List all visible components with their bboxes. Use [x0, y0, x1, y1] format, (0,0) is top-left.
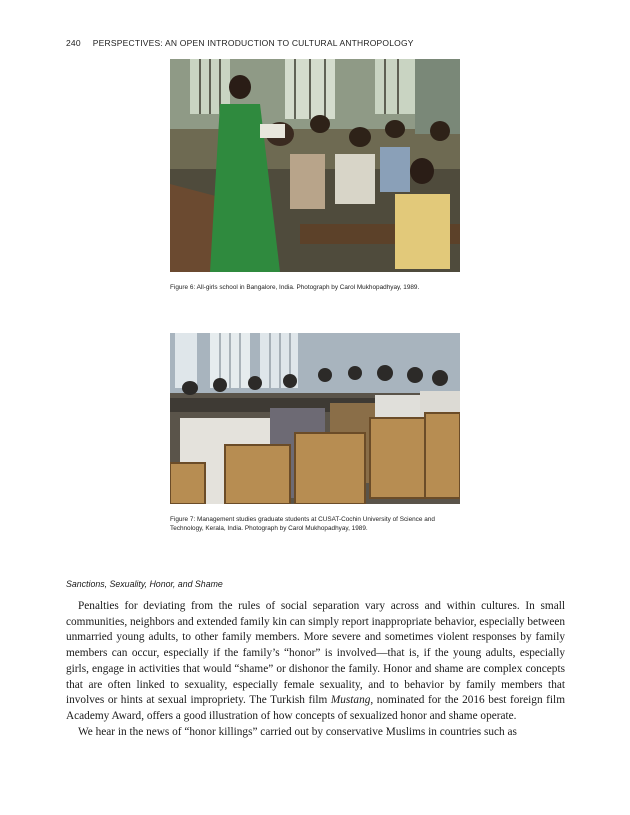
figure-6-caption: Figure 6: All-girls school in Bangalore, India. Photograph by Carol Mukhopadhyay, 1989. — [170, 284, 420, 291]
paragraph-1-part-a: Penalties for deviating from the rules of social separation vary across and within cultures. In small communities, neighbors and extended family kin can simply report inappropriate behavior, especially between unmarried young adults, to other family members. More severe and sometimes violent responses by family members can occur, especially if the family’s “honor” is involved—that is, if the young adults, especially girls, engage in activities that would “shame” or dishonor the family. Honor and shame are complex concepts that are often linked to sexuality, especially female sexuality, and to behavior by family members that involves or hints at sexual impropriety. The Turkish film — [66, 600, 565, 707]
film-title: Mustang — [330, 694, 371, 707]
figure-6-photo — [170, 59, 460, 272]
paragraph-1 — [66, 599, 565, 725]
running-header — [66, 38, 414, 48]
paragraph-2: We hear in the news of “honor killings” carried out by conservative Muslims in countries such as — [78, 725, 517, 738]
body-text — [66, 599, 565, 740]
figure-7-caption: Figure 7: Management studies graduate students at CUSAT-Cochin University of Science and Technology, Kerala, India. Photograph by Carol Mukhopadhyay, 1989. — [170, 516, 435, 533]
page-number: 240 — [66, 38, 81, 48]
paragraph-1-part-b: , nominated for the 2016 best foreign film Academy Award, offers a good illustration of how concepts of sexualized honor and shame operate. — [66, 694, 565, 722]
section-heading: Sanctions, Sexuality, Honor, and Shame — [66, 579, 223, 589]
figure-7-photo — [170, 333, 460, 504]
book-title: PERSPECTIVES: AN OPEN INTRODUCTION TO CULTURAL ANTHROPOLOGY — [92, 38, 414, 48]
